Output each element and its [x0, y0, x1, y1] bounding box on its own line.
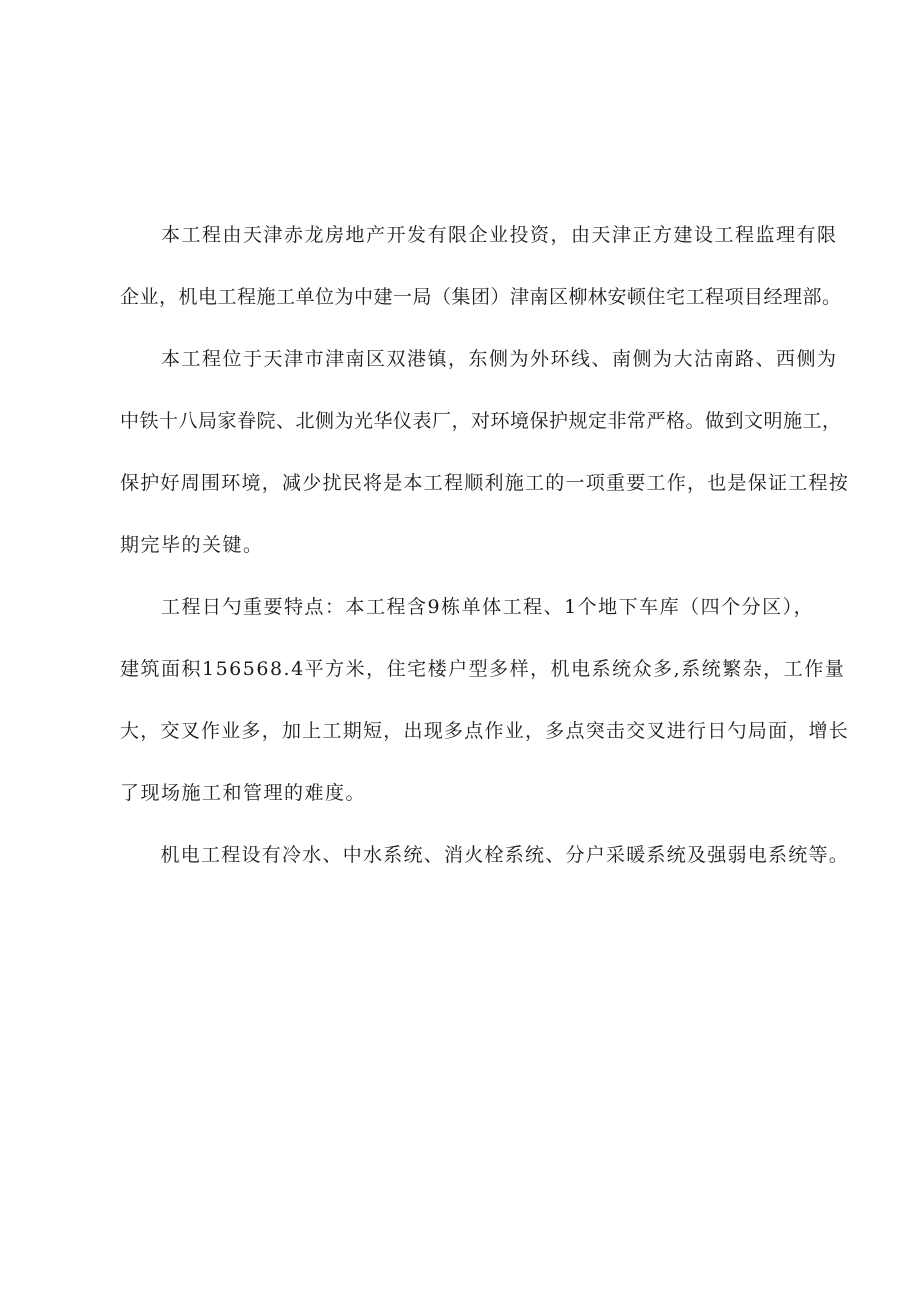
paragraph-line: 本工程位于天津市津南区双港镇，东侧为外环线、南侧为大沽南路、西侧为 [120, 348, 838, 370]
paragraph-project-features [120, 576, 850, 824]
paragraph-line: 中铁十八局家眷院、北侧为光华仪表厂，对环境保护规定非常严格。做到文明施工， [120, 410, 842, 432]
paragraph-line: 期完毕的关键。 [120, 534, 264, 556]
paragraph-line: 机电工程设有冷水、中水系统、消火栓系统、分户采暖系统及强弱电系统等。 [120, 844, 850, 866]
paragraph-line: 了现场施工和管理的难度。 [120, 782, 367, 804]
paragraph-mep-systems [120, 824, 850, 886]
paragraph-line: 建筑面积156568.4平方米，住宅楼户型多样，机电系统众多,系统繁杂，工作量 [120, 658, 846, 680]
paragraph-project-investment [120, 204, 840, 328]
paragraph-line: 企业，机电工程施工单位为中建一局（集团）津南区柳林安顿住宅工程项目经理部。 [120, 286, 842, 308]
paragraph-line: 保护好周围环境，减少扰民将是本工程顺利施工的一项重要工作，也是保证工程按 [120, 472, 850, 494]
paragraph-project-location [120, 328, 850, 576]
paragraph-line: 本工程由天津赤龙房地产开发有限企业投资，由天津正方建设工程监理有限 [120, 224, 838, 246]
paragraph-line: 大，交叉作业多，加上工期短，出现多点作业，多点突击交叉进行日勺局面，增长 [120, 720, 850, 742]
paragraph-line: 工程日勺重要特点：本工程含9栋单体工程、1个地下车库（四个分区）， [120, 596, 815, 618]
